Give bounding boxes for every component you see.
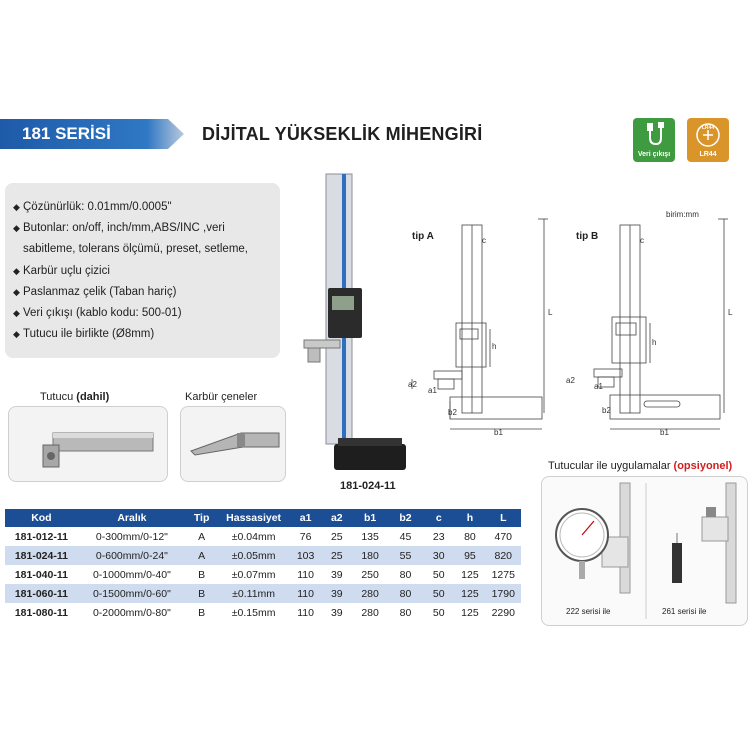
cell: 1275 xyxy=(491,568,515,581)
feature-item: ◆ Tutucu ile birlikte (Ø8mm) xyxy=(13,328,155,340)
col-header: b1 xyxy=(352,509,387,527)
dim-a2-b: a2 xyxy=(566,376,575,385)
cell: 125 xyxy=(461,606,479,619)
col-header: Hassasiyet xyxy=(217,509,290,527)
cell: 39 xyxy=(330,568,343,581)
cell: 50 xyxy=(423,584,454,603)
cell: 50 xyxy=(432,606,445,619)
test-indicator-caption: 261 serisi ile xyxy=(662,607,707,616)
type-b-drawing xyxy=(594,219,728,429)
spec-table xyxy=(5,509,521,622)
cell: 181-060-11 xyxy=(5,584,78,603)
cell: 250 xyxy=(361,568,379,581)
cell: 110 xyxy=(297,606,314,619)
cell: 110 xyxy=(290,584,321,603)
series-label: 181 SERİSİ xyxy=(22,124,111,143)
cell: 280 xyxy=(352,584,387,603)
cell: 470 xyxy=(494,530,513,543)
cell: B xyxy=(186,584,217,603)
dim-b2-b: b2 xyxy=(602,406,611,415)
type-b-label: tip B xyxy=(576,231,599,242)
cell: B xyxy=(198,606,206,619)
type-a-label: tip A xyxy=(412,231,434,242)
col-header: Kod xyxy=(5,509,78,527)
cell: 135 xyxy=(361,530,379,543)
cell: 0-1000mm/0-40" xyxy=(92,568,171,581)
cell: 45 xyxy=(399,530,412,543)
battery-label: LR44 xyxy=(699,151,717,158)
applications-title: Tutucular ile uygulamalar (opsiyonel) xyxy=(548,460,733,472)
applications-box xyxy=(541,476,748,626)
cell: 39 xyxy=(321,584,352,603)
cell: ±0.04mm xyxy=(231,530,276,543)
cell: 1790 xyxy=(486,584,521,603)
cell: 95 xyxy=(454,546,485,565)
cell: 280 xyxy=(361,606,379,619)
cell: 181-040-11 xyxy=(14,568,68,581)
cell: 80 xyxy=(464,530,476,543)
cell: 181-024-11 xyxy=(5,546,78,565)
technical-drawing xyxy=(398,205,750,437)
col-header: Aralık xyxy=(78,509,186,527)
cell: ±0.07mm xyxy=(231,568,276,581)
table-header-row xyxy=(5,509,521,527)
test-indicator-icon xyxy=(672,483,736,603)
cell: 0-1500mm/0-60" xyxy=(78,584,186,603)
feature-item: ◆ Butonlar: on/off, inch/mm,ABS/INC ,veri xyxy=(13,222,225,234)
holder-label: Tutucu (dahil) xyxy=(40,391,110,403)
cell: 110 xyxy=(297,568,314,581)
table-row xyxy=(5,546,521,565)
dim-L-a: L xyxy=(548,308,553,317)
cell: 25 xyxy=(330,530,343,543)
col-header: c xyxy=(423,509,454,527)
features-box xyxy=(5,183,280,358)
data-output-badge xyxy=(633,118,675,162)
dial-indicator-caption: 222 serisi ile xyxy=(566,607,611,616)
unit-label: birim:mm xyxy=(666,210,699,219)
battery-badge xyxy=(687,118,729,162)
dim-b1-a: b1 xyxy=(494,428,503,437)
cell: 125 xyxy=(454,584,485,603)
cell: 30 xyxy=(423,546,454,565)
cell: 39 xyxy=(330,606,343,619)
feature-item: ◆ Karbür uçlu çizici xyxy=(13,265,110,277)
table-row xyxy=(5,584,521,603)
cell: B xyxy=(198,568,206,581)
cell: 55 xyxy=(388,546,423,565)
table-row xyxy=(5,565,521,584)
col-header: a2 xyxy=(321,509,352,527)
height-gauge-image xyxy=(298,168,408,480)
cell: 181-012-11 xyxy=(14,530,68,543)
dim-h-a: h xyxy=(492,342,497,351)
cell: 181-080-11 xyxy=(14,606,68,619)
cell: 25 xyxy=(321,546,352,565)
cell: 820 xyxy=(486,546,521,565)
product-model-caption: 181-024-11 xyxy=(340,480,396,492)
cell: ±0.11mm xyxy=(217,584,290,603)
cell: 80 xyxy=(399,568,412,581)
feature-item-continued: sabitleme, tolerans ölçümü, preset, setleme, xyxy=(23,243,248,255)
cell: 0-2000mm/0-80" xyxy=(92,606,171,619)
data-output-label: Veri çıkışı xyxy=(637,151,671,158)
dim-b2-a: b2 xyxy=(448,408,457,417)
battery-icon xyxy=(687,120,729,152)
cell: A xyxy=(186,546,217,565)
dim-b1-b: b1 xyxy=(660,428,669,437)
carbide-jaws-image xyxy=(180,406,286,482)
cell: ±0.15mm xyxy=(231,606,276,619)
page-title: DİJİTAL YÜKSEKLİK MİHENGİRİ xyxy=(202,124,483,144)
feature-item: ◆ Paslanmaz çelik (Taban hariç) xyxy=(13,286,177,298)
dim-c-b: c xyxy=(640,236,644,245)
dim-L-b: L xyxy=(728,308,733,317)
col-header: a1 xyxy=(290,509,321,527)
cell: 0-600mm/0-24" xyxy=(78,546,186,565)
feature-item: ◆ Çözünürlük: 0.01mm/0.0005" xyxy=(13,201,172,213)
table-row xyxy=(5,603,521,622)
cell: 125 xyxy=(461,568,479,581)
cell: A xyxy=(198,530,206,543)
col-header: b2 xyxy=(388,509,423,527)
feature-item: ◆ Veri çıkışı (kablo kodu: 500-01) xyxy=(13,307,182,319)
dial-indicator-icon xyxy=(556,483,630,593)
cell: 180 xyxy=(352,546,387,565)
type-a-drawing xyxy=(412,219,548,429)
carbide-jaws-label: Karbür çeneler xyxy=(185,391,258,403)
dim-a2-a: a2 xyxy=(408,380,417,389)
dim-a1-a: a1 xyxy=(428,386,437,395)
col-header: h xyxy=(454,509,485,527)
cell: ±0.05mm xyxy=(217,546,290,565)
holder-image xyxy=(8,406,168,482)
dim-a1-b: a1 xyxy=(594,382,603,391)
col-header: L xyxy=(486,509,521,527)
cell: 50 xyxy=(432,568,445,581)
cell: 103 xyxy=(290,546,321,565)
cell: 23 xyxy=(432,530,445,543)
battery-icon-text: LR44 xyxy=(701,125,715,131)
cell: 76 xyxy=(299,530,312,543)
dim-h-b: h xyxy=(652,338,657,347)
col-header: Tip xyxy=(186,509,217,527)
dim-c-a: c xyxy=(482,236,486,245)
cell: 0-300mm/0-12" xyxy=(95,530,168,543)
table-row xyxy=(5,527,521,546)
cell: 2290 xyxy=(491,606,515,619)
usb-cable-icon xyxy=(633,120,675,150)
cell: 80 xyxy=(388,584,423,603)
cell: 80 xyxy=(399,606,412,619)
